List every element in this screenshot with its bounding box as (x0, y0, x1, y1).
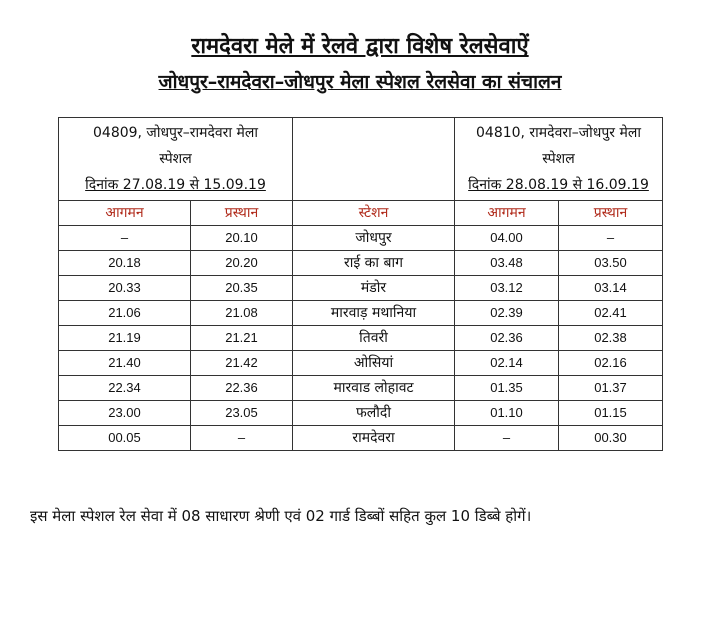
cell-station: मारवाड़ मथानिया (293, 301, 455, 326)
cell-up-departure: 21.42 (191, 351, 293, 376)
cell-down-departure: – (559, 226, 663, 251)
train-04810-name: 04810, रामदेवरा–जोधपुर मेला (476, 125, 641, 141)
cell-up-arrival: 21.19 (59, 326, 191, 351)
cell-down-departure: 02.41 (559, 301, 663, 326)
cell-up-departure: 23.05 (191, 401, 293, 426)
cell-down-departure: 03.14 (559, 276, 663, 301)
cell-station: रामदेवरा (293, 426, 455, 451)
cell-down-departure: 02.38 (559, 326, 663, 351)
cell-down-departure: 01.37 (559, 376, 663, 401)
col-header-up-departure: प्रस्थान (191, 201, 293, 226)
cell-down-departure: 03.50 (559, 251, 663, 276)
train-header-row (59, 118, 663, 201)
column-header-row (59, 201, 663, 226)
cell-up-departure: – (191, 426, 293, 451)
cell-down-arrival: 01.10 (455, 401, 559, 426)
train-04810-name-cont: स्पेशल (542, 151, 575, 167)
train-04809-name-cont: स्पेशल (159, 151, 192, 167)
cell-down-departure: 02.16 (559, 351, 663, 376)
train-04810-dates: दिनांक 28.08.19 से 16.09.19 (468, 177, 649, 193)
cell-station: फलौदी (293, 401, 455, 426)
table-row (59, 426, 663, 451)
cell-up-departure: 20.20 (191, 251, 293, 276)
table-row (59, 401, 663, 426)
table-row (59, 376, 663, 401)
col-header-down-departure: प्रस्थान (559, 201, 663, 226)
cell-up-departure: 20.10 (191, 226, 293, 251)
cell-up-departure: 22.36 (191, 376, 293, 401)
train-04809-dates: दिनांक 27.08.19 से 15.09.19 (85, 177, 266, 193)
cell-station: तिवरी (293, 326, 455, 351)
table-row (59, 301, 663, 326)
cell-down-arrival: – (455, 426, 559, 451)
coach-composition-note: इस मेला स्पेशल रेल सेवा में 08 साधारण श्रेणी एवं 02 गार्ड डिब्बों सहित कुल 10 डिब्बे होगें। (30, 507, 532, 525)
cell-down-arrival: 01.35 (455, 376, 559, 401)
cell-up-departure: 21.08 (191, 301, 293, 326)
cell-down-departure: 00.30 (559, 426, 663, 451)
page-title: रामदेवरा मेले में रेलवे द्वारा विशेष रेलसेवाऐं (191, 34, 529, 59)
table-row (59, 351, 663, 376)
col-header-station: स्टेशन (293, 201, 455, 226)
cell-down-arrival: 02.14 (455, 351, 559, 376)
page-subtitle: जोधपुर–रामदेवरा–जोधपुर मेला स्पेशल रेलसेवा का संचालन (158, 71, 562, 93)
table-row (59, 226, 663, 251)
station-header-blank (293, 118, 455, 201)
cell-up-arrival: 21.06 (59, 301, 191, 326)
cell-station: जोधपुर (293, 226, 455, 251)
train-04809-header (59, 118, 293, 201)
cell-down-arrival: 03.12 (455, 276, 559, 301)
table-row (59, 251, 663, 276)
cell-station: ओसियां (293, 351, 455, 376)
cell-station: मंडोर (293, 276, 455, 301)
train-04810-header (455, 118, 663, 201)
cell-up-arrival: 20.33 (59, 276, 191, 301)
cell-down-departure: 01.15 (559, 401, 663, 426)
cell-up-departure: 20.35 (191, 276, 293, 301)
cell-up-arrival: 22.34 (59, 376, 191, 401)
col-header-up-arrival: आगमन (59, 201, 191, 226)
cell-down-arrival: 02.39 (455, 301, 559, 326)
cell-down-arrival: 02.36 (455, 326, 559, 351)
cell-up-arrival: 21.40 (59, 351, 191, 376)
schedule-table (58, 117, 663, 451)
cell-station: मारवाड लोहावट (293, 376, 455, 401)
cell-down-arrival: 03.48 (455, 251, 559, 276)
train-04809-name: 04809, जोधपुर–रामदेवरा मेला (93, 125, 258, 141)
cell-up-arrival: 23.00 (59, 401, 191, 426)
table-row (59, 276, 663, 301)
cell-up-arrival: 00.05 (59, 426, 191, 451)
cell-up-arrival: – (59, 226, 191, 251)
cell-up-departure: 21.21 (191, 326, 293, 351)
col-header-down-arrival: आगमन (455, 201, 559, 226)
cell-up-arrival: 20.18 (59, 251, 191, 276)
cell-station: राई का बाग (293, 251, 455, 276)
table-row (59, 326, 663, 351)
cell-down-arrival: 04.00 (455, 226, 559, 251)
